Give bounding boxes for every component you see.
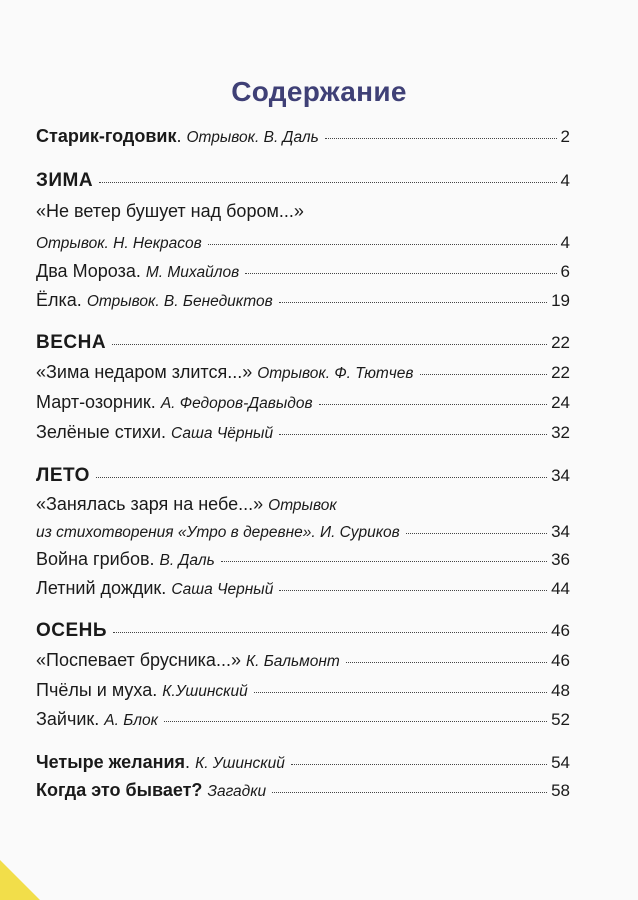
entry-author: А. Блок [104, 712, 158, 729]
entry-title: Два Мороза. [36, 261, 146, 281]
entry-title: «Зима недаром злится...» [36, 362, 258, 382]
section-title: ВЕСНА [36, 332, 107, 353]
entry-page: 36 [551, 550, 570, 569]
dot-leader [319, 404, 548, 405]
entry-author: К.Ушинский [162, 683, 248, 700]
entry-title: Четыре желания [36, 752, 186, 772]
dot-leader [279, 434, 547, 435]
entry-title: Война грибов. [36, 549, 160, 569]
toc-entry [36, 680, 570, 706]
entry-title: Зелёные стихи. [36, 422, 172, 442]
section-title: ЛЕТО [36, 465, 90, 486]
entry-author: К. Бальмонт [245, 653, 340, 670]
entry-author: Отрывок. Ф. Тютчев [257, 365, 414, 382]
toc-entry [36, 780, 570, 806]
dot-leader [420, 374, 548, 375]
entry-page: 32 [551, 423, 570, 442]
entry-title: Старик-годовик [36, 126, 177, 146]
toc-section-spring [36, 332, 570, 358]
dot-leader [279, 590, 547, 591]
entry-author: Отрывок. Н. Некрасов [36, 235, 202, 252]
entry-page: 48 [551, 681, 570, 700]
toc-entry [36, 290, 570, 316]
toc-entry [36, 752, 570, 778]
toc-entry [36, 549, 570, 575]
section-page: 22 [551, 333, 570, 352]
entry-page: 46 [551, 651, 570, 670]
entry-page: 52 [551, 710, 570, 729]
toc-entry [36, 650, 570, 676]
dot-leader [325, 138, 557, 139]
dot-leader [99, 182, 556, 183]
entry-title: «Занялась заря на небе...» [36, 494, 269, 514]
dot-leader [245, 273, 556, 274]
toc-entry [36, 521, 570, 547]
entry-page: 4 [560, 233, 570, 252]
toc-entry [36, 578, 570, 604]
entry-note: Отрывок [268, 497, 337, 514]
entry-page: 22 [551, 363, 570, 382]
toc-section-winter [36, 170, 570, 196]
dot-leader [113, 632, 547, 633]
toc-entry-line: «Не ветер бушует над бором...» [36, 201, 304, 221]
page-corner-accent [0, 860, 40, 900]
dot-leader [272, 792, 547, 793]
entry-title: Летний дождик. [36, 578, 172, 598]
section-title: ЗИМА [36, 170, 94, 191]
dot-leader [406, 533, 547, 534]
entry-page: 6 [560, 262, 570, 281]
entry-title: Пчёлы и муха. [36, 680, 163, 700]
toc-entry [36, 261, 570, 287]
section-page: 4 [560, 171, 570, 190]
dot-leader [279, 302, 547, 303]
entry-page: 54 [551, 753, 570, 772]
entry-sep: . [185, 752, 196, 772]
entry-author: Отрывок. В. Даль [186, 129, 319, 146]
entry-author: из стихотворения «Утро в деревне». И. Суриков [36, 524, 400, 541]
entry-page: 24 [551, 393, 570, 412]
toc-section-autumn [36, 620, 570, 646]
entry-author: В. Даль [159, 552, 215, 569]
entry-author: М. Михайлов [145, 264, 240, 281]
dot-leader [164, 721, 547, 722]
dot-leader [221, 561, 547, 562]
section-title: ОСЕНЬ [36, 620, 108, 641]
entry-page: 58 [551, 781, 570, 800]
toc-entry [36, 709, 570, 735]
entry-title: «Поспевает брусника...» [36, 650, 246, 670]
entry-author: К. Ушинский [195, 755, 285, 772]
dot-leader [208, 244, 557, 245]
entry-page: 34 [551, 522, 570, 541]
section-page: 46 [551, 621, 570, 640]
entry-page: 2 [560, 127, 570, 146]
dot-leader [291, 764, 547, 765]
toc-entry [36, 126, 570, 152]
entry-title: Зайчик. [36, 709, 105, 729]
entry-sep: . [176, 126, 187, 146]
toc-entry [36, 362, 570, 388]
entry-author: Саша Черный [171, 581, 274, 598]
entry-author: Саша Чёрный [171, 425, 274, 442]
entry-title: Когда это бывает? [36, 780, 203, 800]
dot-leader [112, 344, 547, 345]
dot-leader [346, 662, 547, 663]
page-title: Содержание [231, 76, 407, 107]
entry-author: А. Федоров-Давыдов [160, 395, 313, 412]
entry-title: Март-озорник. [36, 392, 161, 412]
entry-author: Отрывок. В. Бенедиктов [86, 293, 273, 310]
dot-leader [254, 692, 547, 693]
dot-leader [96, 477, 547, 478]
entry-text [36, 126, 319, 147]
toc-entry [36, 232, 570, 258]
entry-page: 19 [551, 291, 570, 310]
entry-author: Загадки [207, 783, 267, 800]
toc-entry [36, 392, 570, 418]
entry-page: 44 [551, 579, 570, 598]
toc-section-summer [36, 465, 570, 491]
section-page: 34 [551, 466, 570, 485]
toc-entry-line [36, 494, 337, 515]
entry-title: Ёлка. [36, 290, 87, 310]
toc-entry [36, 422, 570, 448]
